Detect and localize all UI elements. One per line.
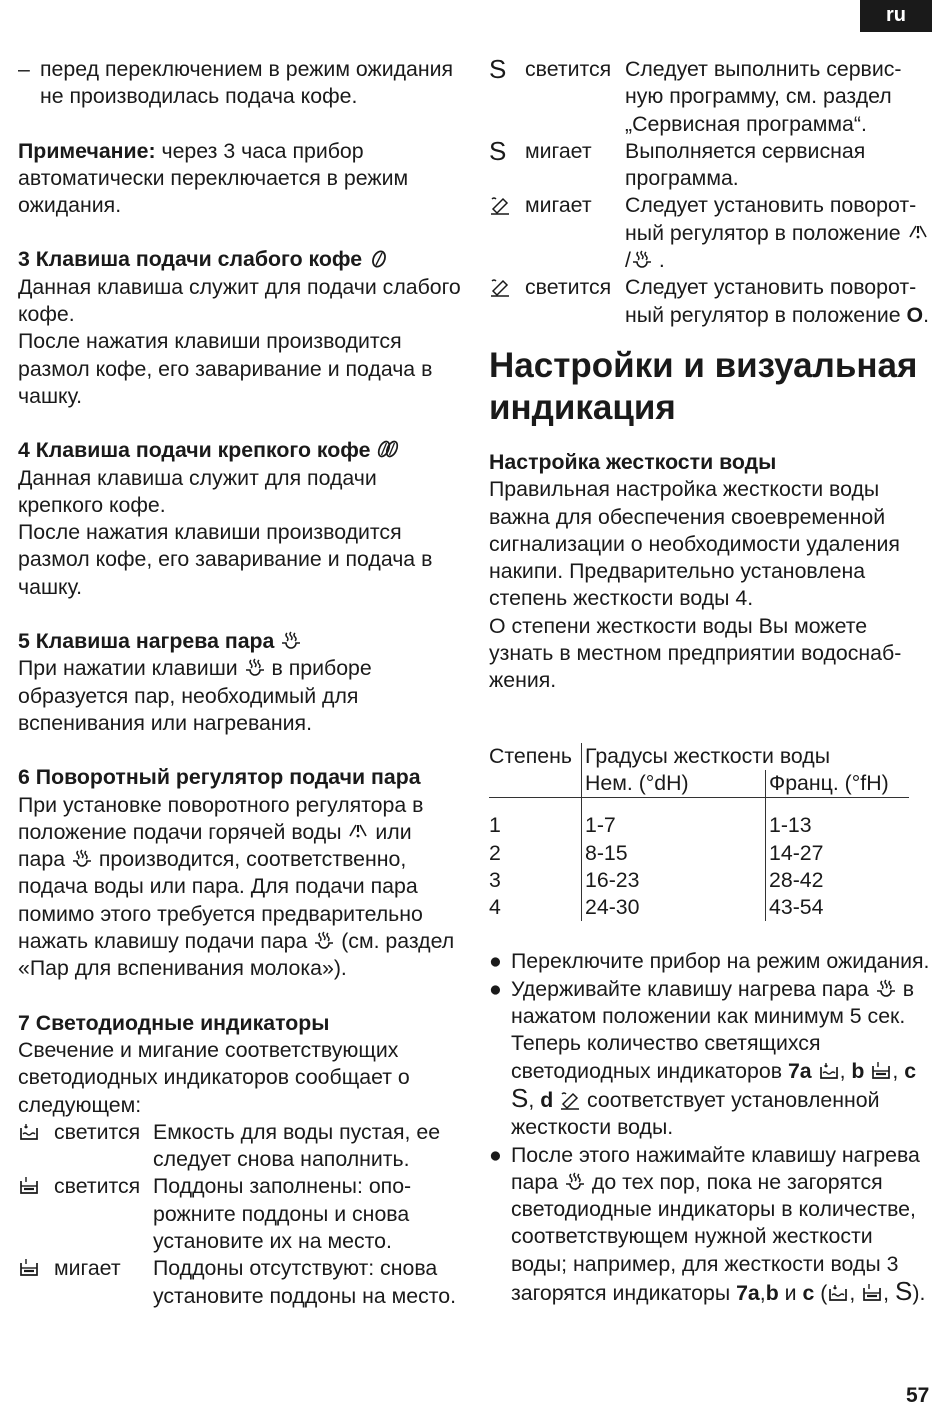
label-7a: 7a	[736, 1280, 760, 1305]
single-bean-icon	[368, 249, 390, 269]
list-item	[489, 976, 934, 1142]
steam-icon	[71, 849, 93, 869]
service-s-icon: S	[895, 1275, 913, 1306]
service-s-icon: S	[489, 54, 507, 84]
double-bean-icon	[376, 438, 400, 460]
indicator-description: Выполняется сервисная программа.	[625, 138, 866, 191]
hardness-paragraph-1: Правильная настройка жесткости воды важна для обеспечения своевременной сигнализации о необходимости удаления накипи. Предварительно установлена степень жесткости воды 4.	[489, 477, 900, 611]
step-3-text: После этого нажимайте клавишу нагрева пара до тех пор, пока не загорятся светодиодные индикаторы в количестве, соответствующем нужной жесткости воды; например, для жесткости воды 3 загорятся индикаторы 7a,b и c ( , , S).	[511, 1142, 926, 1306]
indicator-description-text: Следует установить поворот-ный регулятор в положение	[625, 275, 917, 327]
section-heading: Настройки и визуальная индикация	[489, 345, 918, 427]
language-tab	[860, 0, 932, 32]
cell-dh: 1-7	[582, 812, 766, 839]
header-french: Франц. (°fH)	[766, 770, 910, 798]
indicator-state: светится	[525, 57, 612, 81]
water-tank-icon	[18, 1119, 54, 1174]
table-row	[489, 840, 909, 867]
cell-fh: 28-42	[769, 867, 824, 892]
section-6-text-c: производится, соответственно, подача воды или пара. Для подачи пара помимо этого требуется предварительно нажать клавишу подачи пара	[18, 847, 423, 954]
indicator-row	[18, 1255, 463, 1310]
steam-icon	[875, 979, 897, 999]
service-s-icon: S	[489, 135, 507, 166]
drip-tray-icon	[18, 1173, 54, 1255]
section-3-title	[18, 246, 463, 273]
section-4-text-1: Данная клавиша служит для подачи крепкого кофе.	[18, 465, 377, 517]
label-d: d	[540, 1087, 554, 1112]
list-item	[489, 948, 934, 975]
section-3-title-text: 3 Клавиша подачи слабого кофе	[18, 247, 369, 272]
section-7-title: 7 Светодиодные индикаторы	[18, 1010, 330, 1035]
indicator-description: Поддоны отсутствуют: снова установите поддоны на место.	[153, 1256, 457, 1308]
section-5-title	[18, 628, 463, 655]
off-position-label: O	[906, 302, 924, 327]
indicator-state: светится	[54, 1119, 141, 1144]
steam-icon	[280, 631, 302, 651]
section-7-text: Свечение и мигание соответствующих светодиодных индикаторов сообщает о следующем:	[18, 1037, 410, 1117]
cell-fh: 43-54	[769, 895, 824, 920]
hardness-table	[489, 743, 909, 922]
step-1-text: Переключите прибор на режим ожидания.	[511, 949, 930, 974]
indicator-row	[18, 1173, 463, 1255]
section-4-title-text: 4 Клавиша подачи крепкого кофе	[18, 438, 377, 463]
rotary-knob-icon	[489, 274, 525, 329]
section-5-text-a: При нажатии клавиши	[18, 656, 244, 681]
section-6-title: 6 Поворотный регулятор подачи пара	[18, 765, 421, 790]
steam-icon	[244, 658, 266, 678]
indicator-state: светится	[54, 1174, 141, 1199]
indicator-row	[489, 135, 934, 193]
indicator-description-tail: .	[923, 302, 930, 327]
indicator-row	[489, 192, 934, 274]
table-subheader-row	[489, 770, 909, 798]
steam-icon	[631, 250, 653, 270]
indicator-description: Емкость для воды пустая, ее следует снова наполнить.	[153, 1119, 441, 1172]
step-2-text: Удерживайте клавишу нагрева пара в нажатом положении как минимум 5 сек. Теперь количество светящихся светодиодных индикаторов 7a , b , c S, d соответствует установленной жесткости воды.	[511, 976, 917, 1140]
section-4-title	[18, 437, 463, 464]
rotary-knob-icon	[489, 192, 525, 274]
drip-tray-icon	[861, 1283, 883, 1303]
step-3-text-a: После этого нажимайте клавишу нагрева пара	[511, 1142, 920, 1194]
drip-tray-icon	[18, 1255, 54, 1310]
bullet-marker: ●	[489, 949, 502, 974]
hot-water-icon	[347, 822, 369, 842]
indicator-description: Поддоны заполнены: опо-рожните поддоны и снова установите их на место.	[153, 1174, 412, 1253]
section-6-text	[18, 792, 463, 983]
label-c: c	[904, 1058, 917, 1083]
indicator-description: Следует установить поворот-ный регулятор в положение / .	[625, 192, 934, 274]
cell-fh: 1-13	[769, 813, 812, 838]
cell-dh: 16-23	[582, 867, 766, 894]
service-s-icon: S	[511, 1082, 529, 1113]
table-header-row	[489, 743, 909, 770]
indicator-row	[489, 56, 934, 138]
cell-dh: 8-15	[582, 840, 766, 867]
indicator-description	[625, 274, 934, 329]
water-tank-icon	[818, 1061, 840, 1081]
left-column	[18, 56, 463, 1310]
indicator-row	[489, 274, 934, 329]
right-column	[489, 56, 934, 1307]
hot-water-icon	[907, 223, 929, 243]
step-2-text-a: Удерживайте клавишу нагрева пара	[511, 976, 875, 1001]
step-3-text-b: до тех пор, пока не загорятся светодиодные индикаторы в количестве, соответствующем нужной жесткости воды; например, для жесткости воды 3 загорятся индикаторы	[511, 1169, 916, 1305]
dash-marker: –	[18, 57, 30, 81]
label-c: c	[802, 1280, 815, 1305]
bullet-marker: ●	[489, 1142, 502, 1167]
subsection-title: Настройка жесткости воды	[489, 449, 777, 474]
step-2-text-b: в нажатом положении как минимум 5 сек. Теперь количество светящихся светодиодных индикаторов	[511, 976, 915, 1083]
language-label: ru	[886, 4, 906, 27]
section-3-text-1: Данная клавиша служит для подачи слабого кофе.	[18, 274, 461, 327]
indicator-state: светится	[525, 275, 612, 300]
label-b: b	[851, 1058, 865, 1083]
indicator-description-text: Следует установить поворот-ный регулятор в положение	[625, 193, 917, 245]
section-5-title-text: 5 Клавиша нагрева пара	[18, 629, 281, 654]
steam-icon	[313, 931, 335, 951]
drip-tray-icon	[870, 1061, 892, 1081]
section-6-text-a: При установке поворотного регулятора в положение подачи горячей воды	[18, 792, 424, 844]
page-number: 57	[906, 1384, 930, 1407]
note-label: Примечание:	[18, 138, 156, 163]
indicator-state: мигает	[54, 1256, 121, 1281]
indicator-row	[18, 1119, 463, 1174]
section-6-text-b: или пара	[18, 819, 412, 872]
water-tank-icon	[827, 1283, 849, 1303]
note-text: через 3 часа прибор автоматически переключается в режим ожидания.	[18, 138, 409, 218]
header-german: Нем. (°dH)	[582, 770, 766, 798]
cell-level: 3	[489, 867, 582, 894]
indicator-description: Следует выполнить сервис-ную программу, см. раздел „Сервисная программа“.	[625, 57, 902, 136]
rotary-knob-icon	[559, 1090, 581, 1110]
list-item	[489, 1142, 934, 1308]
indicator-state: мигает	[525, 138, 592, 163]
section-5-text	[18, 655, 463, 737]
header-degrees: Градусы жесткости воды	[585, 743, 831, 768]
cell-level: 1	[489, 812, 582, 839]
section-3-text-2: После нажатия клавиши производится размол кофе, его заваривание и подача в чашку.	[18, 329, 433, 408]
steam-icon	[564, 1172, 586, 1192]
label-b: b	[765, 1280, 779, 1305]
section-5-text-b: в приборе образуется пар, необходимый для вспенивания или нагревания.	[18, 656, 372, 735]
table-row	[489, 894, 909, 921]
cell-fh: 14-27	[769, 840, 824, 865]
cell-level: 4	[489, 894, 582, 921]
indicator-state: мигает	[525, 193, 592, 218]
note-paragraph	[18, 138, 463, 220]
section-6-text-d: (см. раздел «Пар для вспенивания молока»).	[18, 929, 455, 981]
section-4-text-2: После нажатия клавиши производится размол кофе, его заваривание и подача в чашку.	[18, 520, 433, 599]
header-level: Степень	[489, 743, 582, 770]
step-2-text-end: соответствует установленной жесткости воды.	[511, 1087, 880, 1140]
indicator-description-tail: .	[652, 248, 665, 273]
table-row	[489, 867, 909, 894]
bullet-marker: ●	[489, 976, 502, 1001]
label-7a: 7a	[787, 1058, 812, 1083]
list-item	[18, 56, 463, 111]
hardness-paragraph-2: О степени жесткости воды Вы можете узнать в местном предприятии водоснаб-жения.	[489, 613, 902, 693]
table-row	[489, 812, 909, 839]
cell-level: 2	[489, 840, 582, 867]
standby-condition-text: перед переключением в режим ожидания не производилась подача кофе.	[40, 57, 454, 109]
cell-dh: 24-30	[582, 894, 766, 921]
